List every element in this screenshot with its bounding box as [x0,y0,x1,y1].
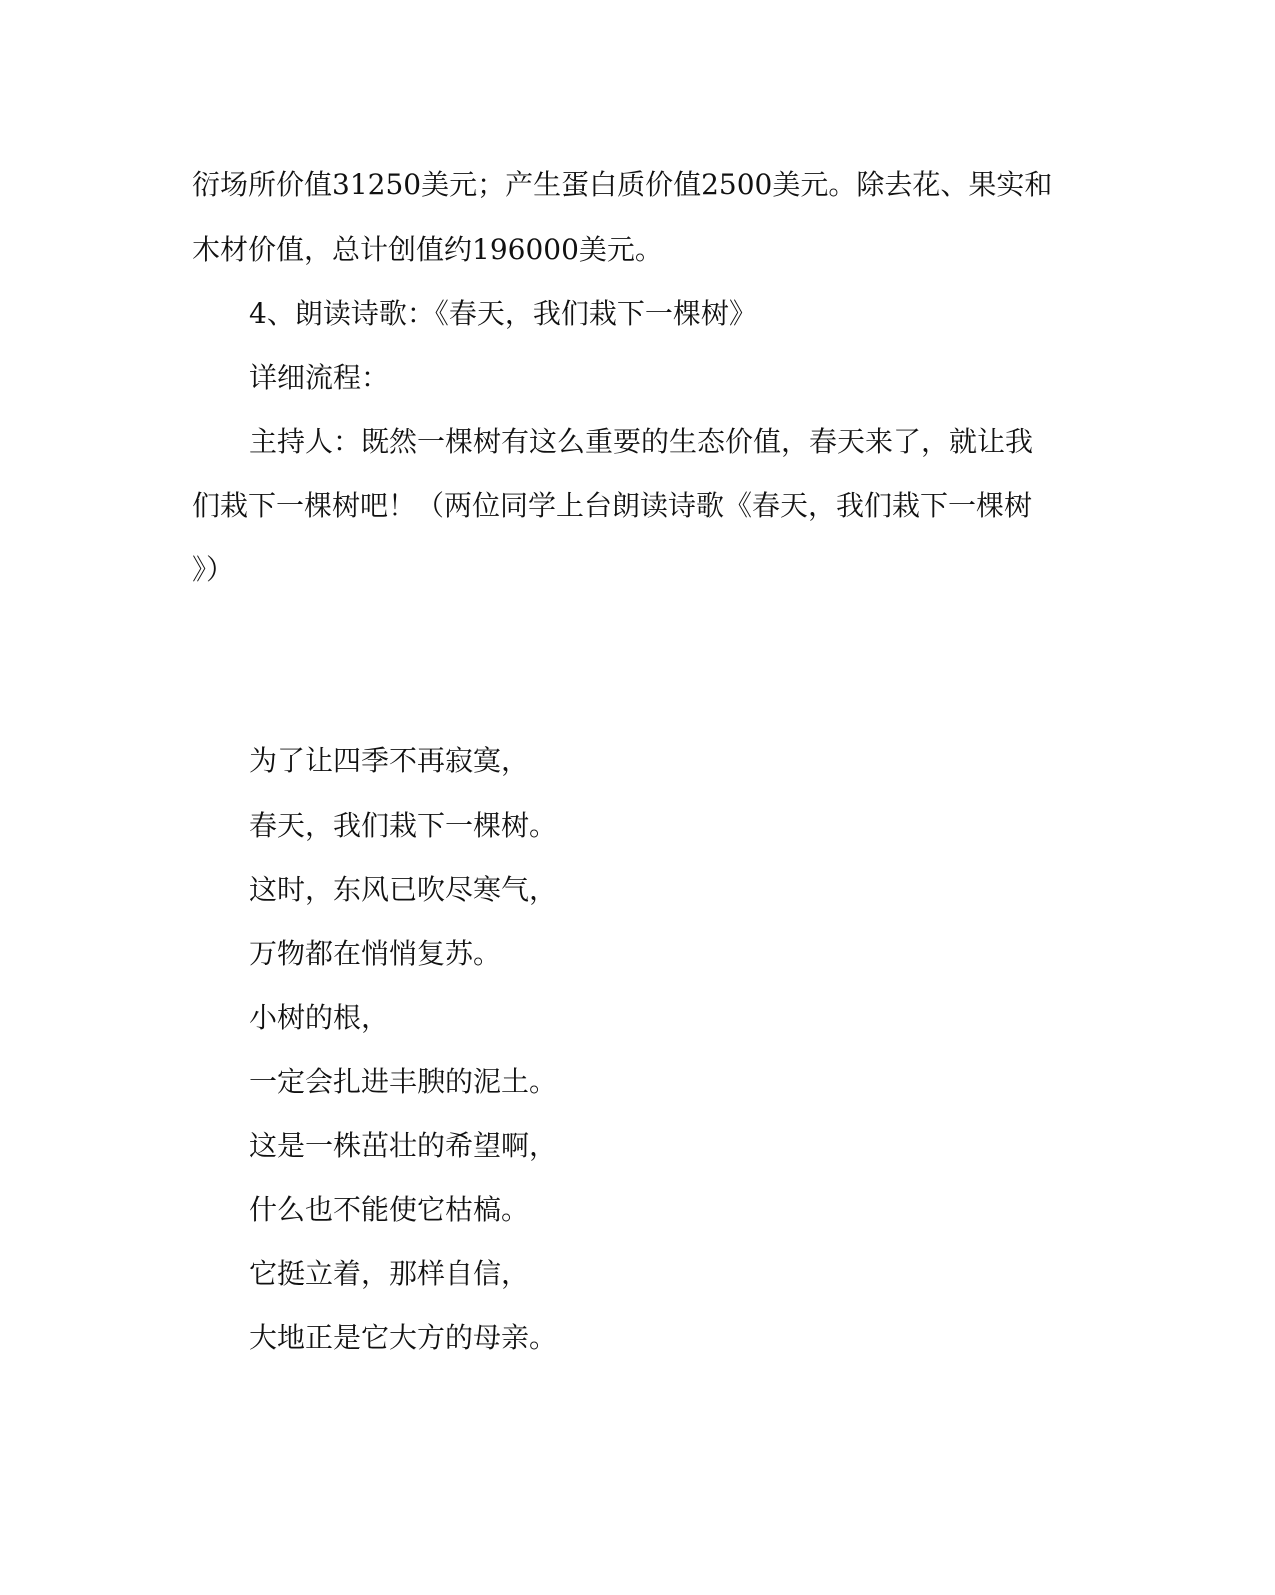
poem-line: 小树的根， [249,1001,390,1034]
host-paragraph-line: 们栽下一棵树吧！（两位同学上台朗读诗歌《春天，我们栽下一棵树 [192,489,1033,522]
poem-line: 春天，我们栽下一棵树。 [249,809,558,842]
poem-line: 这是一株茁壮的希望啊， [249,1129,558,1162]
poem-line: 这时，东风已吹尽寒气， [249,873,558,906]
poem-line: 大地正是它大方的母亲。 [249,1321,558,1354]
host-paragraph-line: 主持人：既然一棵树有这么重要的生态价值，春天来了，就让我 [249,425,1034,458]
poem-line: 万物都在悄悄复苏。 [249,937,502,970]
section-heading-item-4: 4、朗读诗歌：《春天，我们栽下一棵树》 [249,297,757,330]
host-paragraph-line: 》） [192,553,235,586]
process-heading: 详细流程： [249,361,390,394]
poem-line: 什么也不能使它枯槁。 [249,1193,530,1226]
poem-line: 为了让四季不再寂寞， [249,744,530,777]
paragraph-line: 衍场所价值31250美元；产生蛋白质价值2500美元。除去花、果实和 [192,168,1053,201]
poem-line: 一定会扎进丰腴的泥土。 [249,1065,558,1098]
paragraph-line: 木材价值，总计创值约196000美元。 [192,233,663,266]
poem-line: 它挺立着，那样自信， [249,1257,530,1290]
